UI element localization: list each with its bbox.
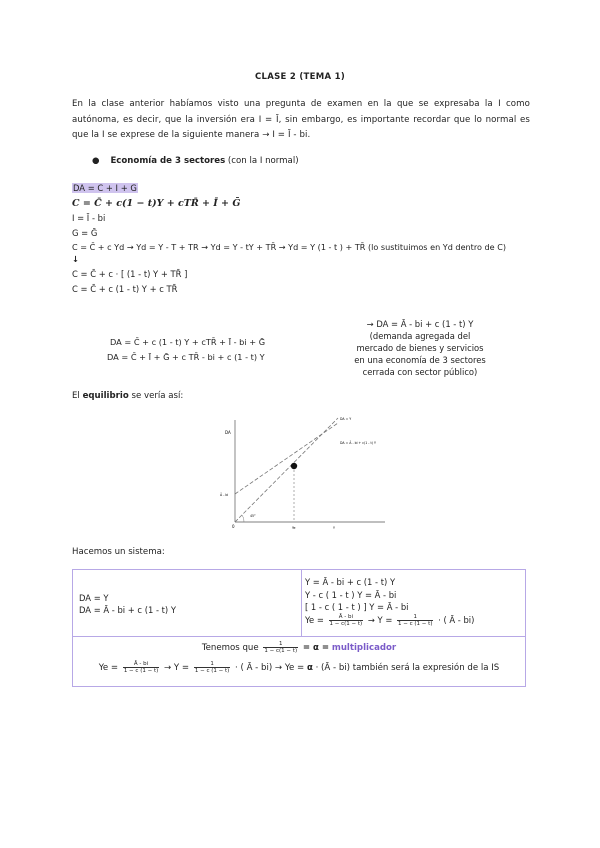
eq-consumption-expanded: C = C̄ + c(1 − t)Y + cTR̄ + Ī + Ḡ bbox=[72, 198, 241, 209]
equilibrium-line bbox=[72, 391, 183, 401]
fraction bbox=[329, 614, 364, 627]
graph-xlabel: Y bbox=[333, 526, 335, 530]
frac-num: Ā - bi bbox=[329, 614, 364, 621]
ye-label: Ye = bbox=[98, 663, 119, 673]
equilibrium-point bbox=[291, 463, 297, 469]
angle-arc bbox=[242, 515, 244, 522]
graph-da-label: DA = Ā - bi + c(1 - t) Y bbox=[340, 441, 376, 445]
is-expression-line bbox=[73, 661, 525, 674]
eq-government: G = Ḡ bbox=[72, 228, 98, 238]
system-left-cell bbox=[79, 592, 176, 616]
bullet-dot: ● bbox=[92, 156, 100, 166]
da-definition-block bbox=[325, 318, 515, 378]
graph-ylabel: DA bbox=[225, 430, 231, 435]
fraction bbox=[123, 661, 159, 674]
graph-angle-label: 45° bbox=[250, 514, 256, 518]
system-right-line bbox=[305, 614, 474, 627]
frac-den: 1 − c (1 − t) bbox=[194, 668, 230, 674]
da-def-line: mercado de bienes y servicios bbox=[356, 343, 484, 353]
alpha-symbol: α bbox=[306, 663, 313, 673]
frac-den: 1 − c(1 − t) bbox=[329, 620, 363, 627]
system-table bbox=[72, 569, 526, 687]
fraction bbox=[194, 661, 230, 674]
frac-num: 1 bbox=[194, 661, 230, 668]
da-def-line: en una economía de 3 sectores bbox=[354, 355, 486, 365]
times-term: · ( Ā - bi) → Ye = bbox=[235, 663, 305, 673]
times-term: · ( Ā - bi) bbox=[438, 614, 475, 625]
system-right-line: Y - c ( 1 - t ) Y = Ā - bi bbox=[305, 589, 397, 600]
ye-label: Ye = bbox=[305, 614, 324, 625]
da-eq-1: DA = C̄ + c (1 - t) Y + cTR̄ + Ī - bi + Ḡ bbox=[110, 337, 266, 347]
down-arrow: ↓ bbox=[72, 254, 80, 264]
bullet-bold: Economía de 3 sectores bbox=[110, 156, 226, 166]
eq-consumption-sub: C = C̄ + c · [ (1 - t) Y + TR̄ ] bbox=[72, 269, 188, 279]
frac-num: 1 bbox=[263, 641, 298, 648]
page-title: CLASE 2 (TEMA 1) bbox=[254, 72, 346, 82]
bullet-rest: (con la I normal) bbox=[225, 156, 299, 166]
eq-disposable-income: C = C̄ + c Yd → Yd = Y - T + TR → Yd = Y - tY + TR̄ → Yd = Y (1 - t ) + TR̄ (lo sustituimos en Yd dentro de C) bbox=[72, 242, 507, 252]
fraction bbox=[263, 641, 298, 654]
tenemos-que: Tenemos que bbox=[201, 643, 259, 653]
system-right-line: [ 1 - c ( 1 - t ) ] Y = Ā - bi bbox=[305, 602, 409, 612]
frac-num: Ā - bi bbox=[123, 661, 159, 668]
multiplier-line bbox=[73, 641, 525, 654]
system-divider bbox=[301, 570, 302, 636]
graph-45-label: DA = Y bbox=[340, 417, 352, 421]
graph-ye-label: Ye bbox=[292, 526, 296, 530]
eq-da-highlight: DA = C + I + G bbox=[73, 183, 137, 193]
system-left-line: DA = Ā - bi + c (1 - t) Y bbox=[79, 605, 176, 615]
frac-den: 1 − c (1 − t) bbox=[398, 620, 433, 627]
intro-paragraph: En la clase anterior habíamos visto una pregunta de examen en la que se expresaba la I como autónoma, es decir, que la inversión era I = Ī, sin embargo, es importante recordar que lo normal es que la I se exprese de la siguiente manera → I = Ī - bi. bbox=[72, 99, 530, 140]
bullet-item bbox=[92, 156, 299, 166]
frac-num: 1 bbox=[397, 614, 433, 621]
multiplier-label: multiplicador bbox=[331, 643, 397, 653]
da-line bbox=[235, 423, 338, 494]
system-right-cell bbox=[305, 576, 474, 627]
da-def-line: (demanda agregada del bbox=[369, 331, 471, 341]
eq-investment: I = Ī - bi bbox=[72, 213, 106, 223]
graph-intercept-label: Ā - bi bbox=[220, 493, 229, 497]
arrow-y: → Y = bbox=[163, 663, 190, 673]
eq-consumption-final: C = C̄ + c (1 - t) Y + c TR̄ bbox=[72, 284, 178, 294]
eq-rest: se vería así: bbox=[128, 391, 184, 401]
frac-den: 1 − c (1 − t) bbox=[123, 668, 159, 674]
da-def-line: → DA = Ā - bi + c (1 - t) Y bbox=[366, 319, 474, 329]
system-left-line: DA = Y bbox=[79, 593, 109, 603]
line-45 bbox=[235, 418, 338, 522]
frac-den: 1 − c(1 − t) bbox=[264, 648, 298, 654]
da-def-line: cerrada con sector público) bbox=[362, 367, 478, 377]
system-right-line: Y = Ā - bi + c (1 - t) Y bbox=[305, 577, 396, 587]
system-intro: Hacemos un sistema: bbox=[72, 547, 165, 557]
is-tail: · (Ā - bi) también será la expresión de la IS bbox=[315, 663, 500, 673]
eq-bold: equilibrio bbox=[82, 391, 129, 401]
arrow-y: → Y = bbox=[367, 614, 393, 625]
eq-da bbox=[72, 183, 138, 193]
graph-origin-label: 0 bbox=[232, 524, 235, 529]
da-eq-2: DA = C̄ + Ī + Ḡ + c TR̄ - bi + c (1 - t) Y bbox=[107, 352, 265, 362]
eq-prefix: El bbox=[72, 391, 83, 401]
equilibrium-graph bbox=[220, 410, 400, 535]
alpha-symbol: = α = bbox=[302, 643, 330, 653]
fraction bbox=[397, 614, 433, 627]
